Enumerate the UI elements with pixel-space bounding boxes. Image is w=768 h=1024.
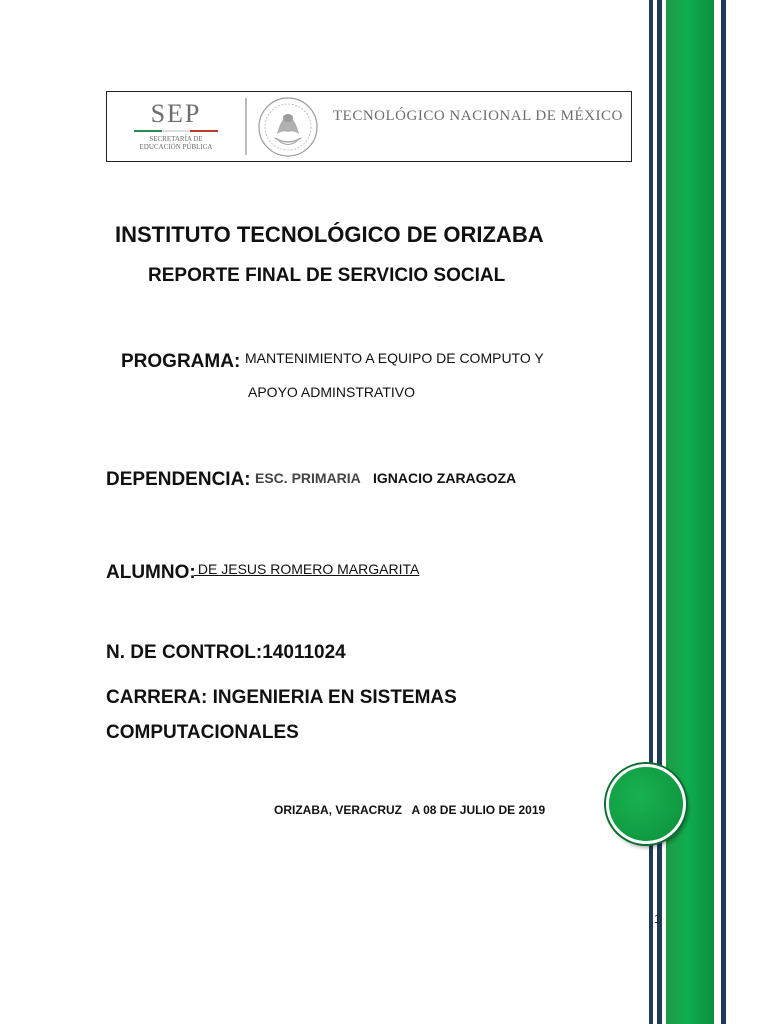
border-stripe-white xyxy=(726,0,768,1024)
tecnm-logo-text: TECNOLÓGICO NACIONAL DE MÉXICO xyxy=(333,108,623,124)
sep-logo xyxy=(121,100,231,160)
document-title: INSTITUTO TECNOLÓGICO DE ORIZABA xyxy=(115,222,544,247)
sep-logo-subtitle-2: EDUCACIÓN PÚBLICA xyxy=(139,143,213,151)
place-and-date: ORIZABA, VERACRUZ A 08 DE JULIO DE 2019 xyxy=(274,803,546,817)
border-stripe-green xyxy=(666,0,714,1024)
sep-logo-subtitle-1: SECRETARÍA DE xyxy=(149,135,203,143)
programa-value-line-1: MANTENIMIENTO A EQUIPO DE COMPUTO Y xyxy=(245,350,544,366)
control-label: N. DE CONTROL: xyxy=(106,642,263,663)
header-logo-box xyxy=(106,91,632,162)
dependencia-label: DEPENDENCIA: xyxy=(106,469,251,490)
mexican-coat-of-arms-seal-icon xyxy=(255,96,321,158)
border-stripe-white xyxy=(714,0,721,1024)
logo-divider xyxy=(245,98,247,155)
carrera-line-1: CARRERA: INGENIERIA EN SISTEMAS xyxy=(106,687,457,708)
dependencia-value-part-2: IGNACIO ZARAGOZA xyxy=(373,470,517,486)
page-number: 1 xyxy=(654,912,661,926)
programa-value-line-2: APOYO ADMINSTRATIVO xyxy=(248,384,415,400)
carrera-line-2: COMPUTACIONALES xyxy=(106,722,299,743)
sep-logo-text: SEP xyxy=(150,99,202,128)
green-circle-ornament xyxy=(606,764,686,844)
programa-label: PROGRAMA: xyxy=(121,351,241,372)
alumno-label: ALUMNO: xyxy=(106,562,196,583)
control-line xyxy=(106,642,346,664)
control-value: 14011024 xyxy=(262,642,346,663)
dependencia-value-part-1: ESC. PRIMARIA xyxy=(255,470,361,486)
alumno-value: DE JESUS ROMERO MARGARITA xyxy=(194,561,420,577)
document-subtitle: REPORTE FINAL DE SERVICIO SOCIAL xyxy=(148,265,506,286)
sep-logo-tricolor-line xyxy=(121,130,231,132)
